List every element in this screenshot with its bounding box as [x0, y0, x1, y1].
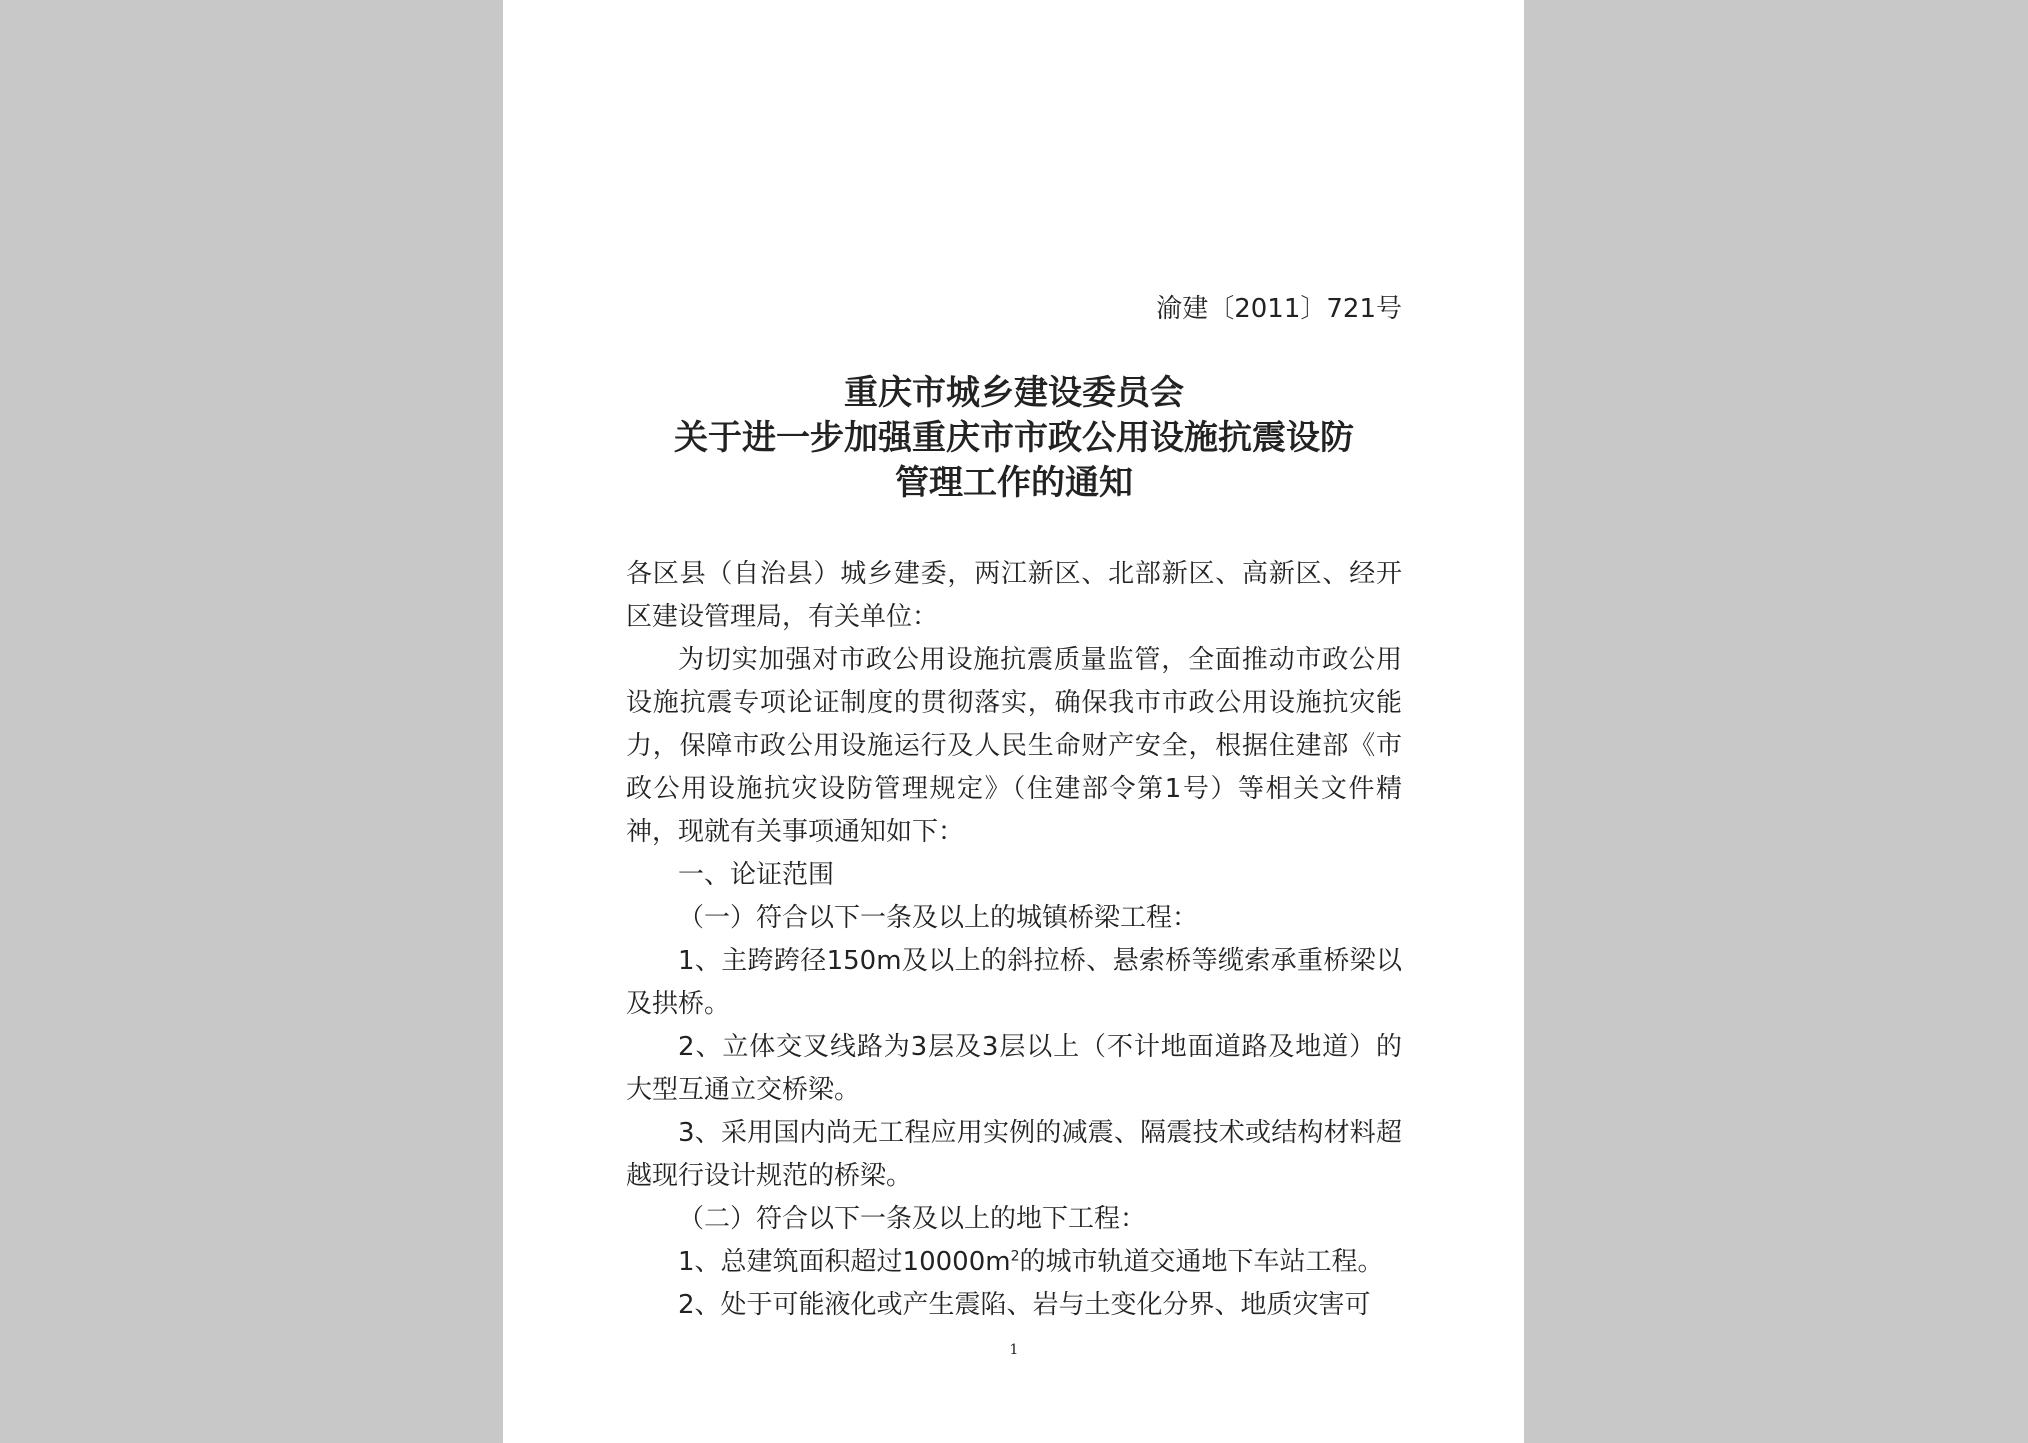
subsection-heading-underground: （二）符合以下一条及以上的地下工程：: [678, 1204, 1147, 1234]
title-line-1: 重庆市城乡建设委员会: [844, 373, 1184, 413]
superscript-square: 2: [1010, 1248, 1020, 1265]
underground-item-2: 2、处于可能液化或产生震陷、岩与土变化分界、地质灾害可: [678, 1290, 1371, 1320]
document-number: 渝建〔2011〕721号: [1156, 294, 1402, 324]
underground-item-1-text-end: 的城市轨道交通地下车站工程。: [1019, 1247, 1384, 1277]
document-title: [626, 371, 1402, 506]
document-page: [503, 0, 1524, 1443]
title-line-3: 管理工作的通知: [895, 463, 1133, 503]
page-number: 1: [1009, 1342, 1019, 1358]
bridge-item-2: 2、立体交叉线路为3层及3层以上（不计地面道路及地道）的大型互通立交桥梁。: [626, 1032, 1402, 1105]
section-heading: 一、论证范围: [678, 860, 835, 890]
intro-paragraph: 为切实加强对市政公用设施抗震质量监管，全面推动市政公用设施抗震专项论证制度的贯彻落实，确保我市市政公用设施抗灾能力，保障市政公用设施运行及人民生命财产安全，根据住建部《市政公用设施抗灾设防管理规定》（住建部令第1号）等相关文件精神，现就有关事项通知如下：: [626, 645, 1402, 847]
bridge-item-3: 3、采用国内尚无工程应用实例的减震、隔震技术或结构材料超越现行设计规范的桥梁。: [626, 1118, 1402, 1191]
underground-item-1: [626, 1241, 1402, 1284]
addressee: 各区县（自治县）城乡建委，两江新区、北部新区、高新区、经开区建设管理局，有关单位：: [626, 559, 1402, 632]
subsection-heading-bridges: （一）符合以下一条及以上的城镇桥梁工程：: [678, 903, 1199, 933]
title-line-2: 关于进一步加强重庆市市政公用设施抗震设防: [674, 418, 1354, 458]
bridge-item-1: 1、主跨跨径150m及以上的斜拉桥、悬索桥等缆索承重桥梁以及拱桥。: [626, 946, 1402, 1019]
document-body: [626, 553, 1402, 1327]
underground-item-1-text: 1、总建筑面积超过10000m: [678, 1247, 1011, 1277]
